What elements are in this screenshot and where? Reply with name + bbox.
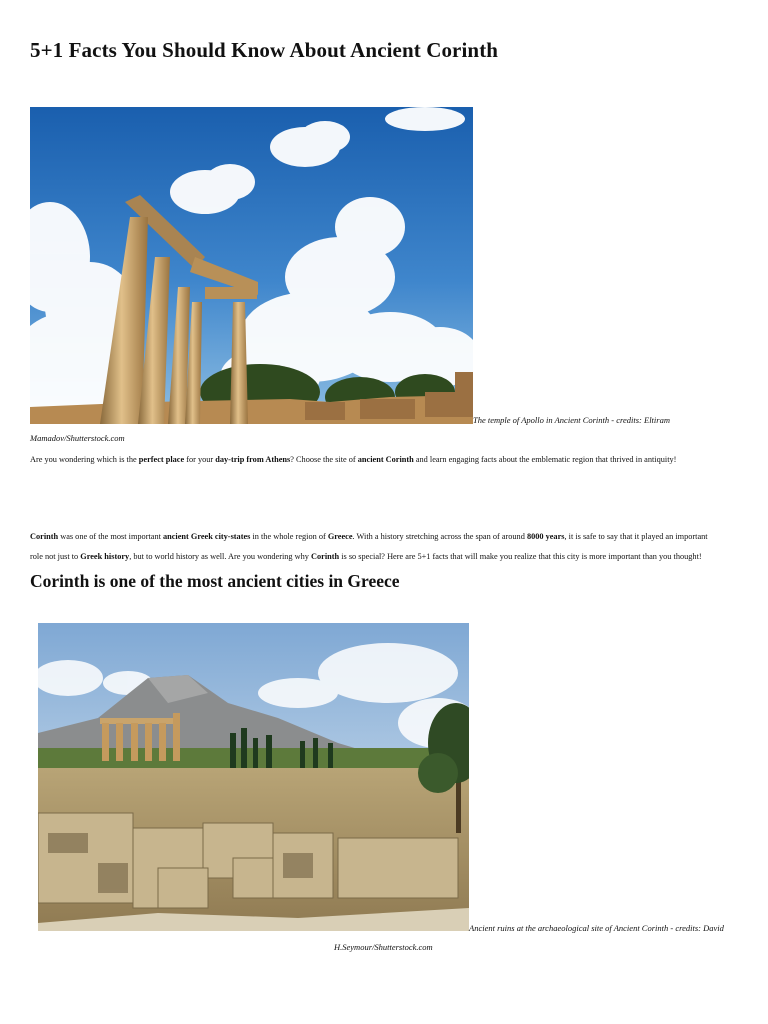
bold-text: Corinth bbox=[30, 532, 59, 541]
temple-of-apollo-photo bbox=[30, 107, 473, 424]
bold-text: 8000 years bbox=[526, 532, 565, 541]
page-title: 5+1 Facts You Should Know About Ancient Corinth bbox=[30, 38, 499, 62]
photo1-caption: The temple of Apollo in Ancient Corinth - credits: Eltiram bbox=[473, 415, 670, 425]
bold-text: Greece bbox=[327, 532, 353, 541]
photo2-caption: Ancient ruins at the archaeological site of Ancient Corinth - credits: David bbox=[469, 923, 724, 933]
body-paragraph-continued: role not just to Greek history, but to world history as well. Are you wondering why Corinth is so special? Here are 5+1 facts that will make you realize that this city is more important than you thought! bbox=[30, 552, 702, 561]
bold-text: day-trip from Athens bbox=[215, 455, 291, 464]
bold-text: perfect place bbox=[138, 455, 185, 464]
bold-text: Corinth bbox=[311, 552, 340, 561]
bold-text: Greek history bbox=[80, 552, 130, 561]
photo2-caption-credit: H.Seymour/Shutterstock.com bbox=[334, 942, 433, 952]
bold-text: ancient Corinth bbox=[357, 455, 414, 464]
photo1-caption-credit: Mamadov/Shutterstock.com bbox=[30, 433, 125, 443]
body-paragraph: Corinth was one of the most important ancient Greek city-states in the whole region of Greece. With a history stretching across the span of around 8000 years, it is safe to say that it played an important bbox=[30, 532, 708, 541]
bold-text: ancient Greek city-states bbox=[162, 532, 251, 541]
section-heading: Corinth is one of the most ancient cities in Greece bbox=[30, 571, 400, 591]
ancient-ruins-photo bbox=[38, 623, 469, 931]
intro-paragraph: Are you wondering which is the perfect place for your day-trip from Athens? Choose the site of ancient Corinth and learn engaging facts about the emblematic region that thrived in antiquity! bbox=[30, 455, 677, 464]
